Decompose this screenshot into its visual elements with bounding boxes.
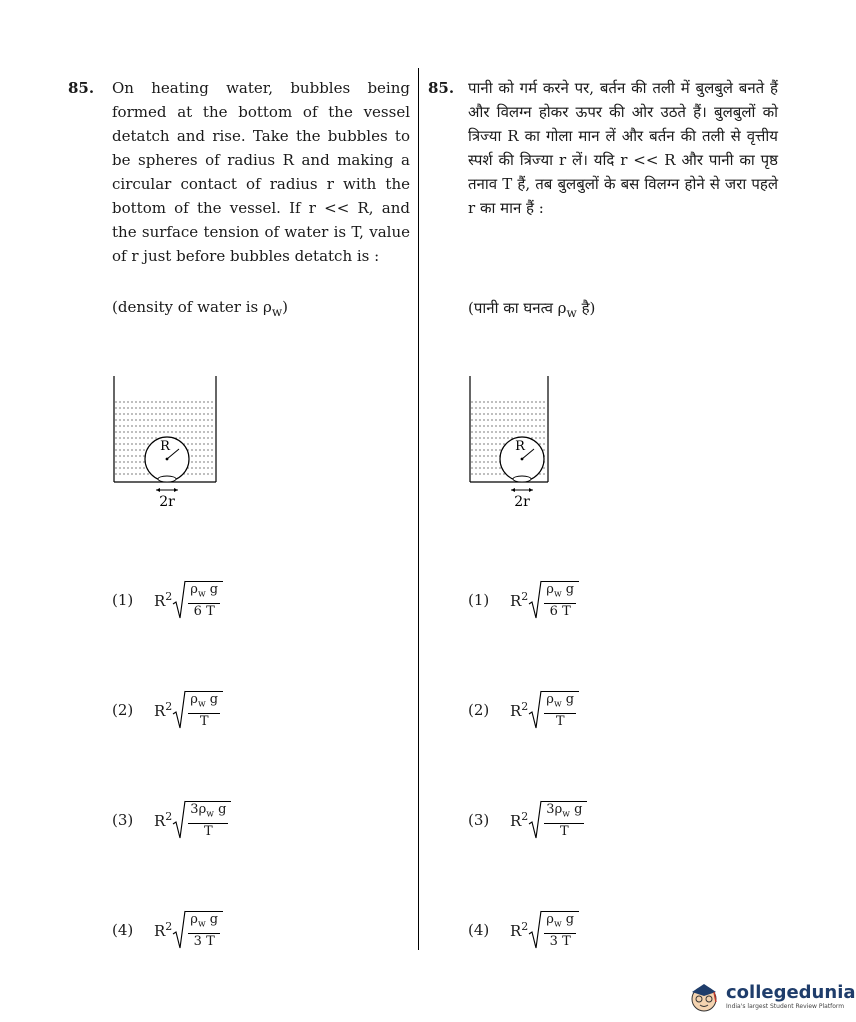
option-4-en[interactable]: (4) $R^2$ $\frac{\rho_w g}{3 T}$ [112,910,223,950]
brand-name: collegedunia [726,982,856,1003]
collegedunia-logo[interactable] [686,978,856,1014]
radius-label: R [515,439,525,454]
option-4-hi[interactable]: (4) $R^2$ $\frac{\rho_w g}{3 T}$ [468,910,579,950]
density-note: (पानी का घनत्व $\rho_w$ है) [468,299,596,320]
question-number: 85. [428,79,455,97]
bubble-diagram [112,376,222,510]
question-english [68,76,410,510]
option-3-en[interactable]: (3) $R^2$ $\frac{3\rho_w g}{T}$ [112,800,231,840]
option-1-en[interactable]: (1) $R^2$ $\frac{\rho_w g}{6 T}$ [112,580,223,620]
contact-label: 2r [514,494,530,510]
option-2-en[interactable]: (2) $R^2$ $\frac{\rho_w g}{T}$ [112,690,223,730]
question-text: On heating water, bubbles being formed at the bottom of the vessel detatch and rise. Take the bubbles to be spheres of radius R and making a circular contact of radius r with the bottom of the vessel. If r << R, and the surface tension of water is T, value of r just before bubbles detatch is : [112,79,410,265]
option-2-hi[interactable]: (2) $R^2$ $\frac{\rho_w g}{T}$ [468,690,579,730]
question-number: 85. [68,79,95,97]
contact-label: 2r [159,494,175,510]
brand-tagline: India's largest Student Review Platform [726,1003,845,1010]
option-1-hi[interactable]: (1) $R^2$ $\frac{\rho_w g}{6 T}$ [468,580,579,620]
option-3-hi[interactable]: (3) $R^2$ $\frac{3\rho_w g}{T}$ [468,800,587,840]
bubble-diagram [468,376,578,510]
question-hindi [428,76,778,510]
density-note: (density of water is $\rho_w$) [112,298,288,319]
column-divider [418,68,419,950]
question-text: पानी को गर्म करने पर, बर्तन की तली में बुलबुले बनते हैं और विलग्न होकर ऊपर की ओर उठते हैं। बुलबुलों को त्रिज्या R का गोला मान लें और बर्तन की तली से वृत्तीय स्पर्श की त्रिज्या r लें। यदि r << R और पानी का पृष्ठ तनाव T हैं, तब बुलबुलों के बस विलग्न होने से जरा पहले r का मान हैं : [468,79,778,217]
radius-label: R [160,439,170,454]
mascot-icon [686,978,722,1014]
